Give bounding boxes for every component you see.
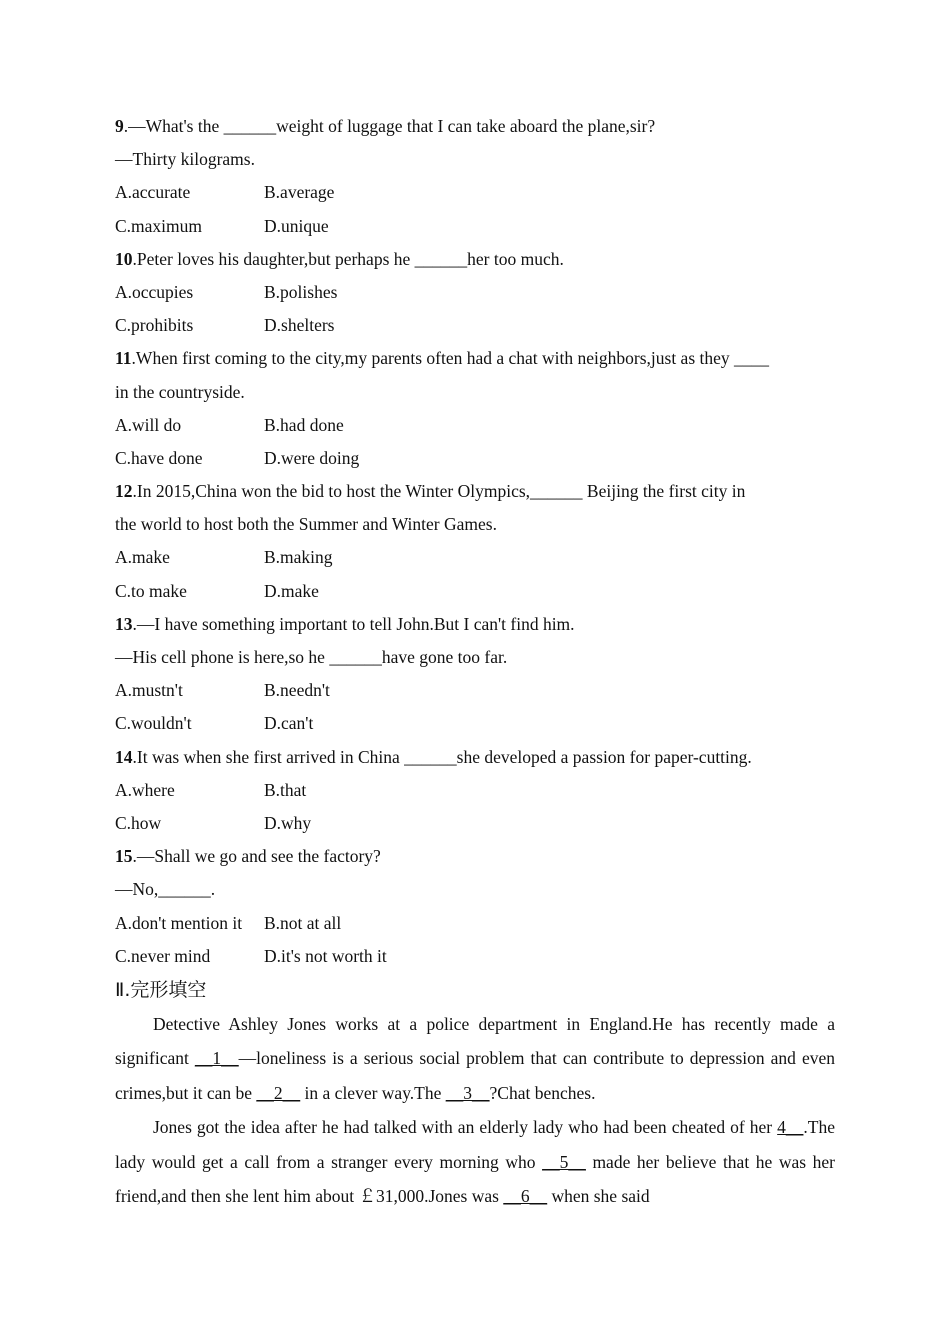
- question-reply: —No,______.: [115, 879, 216, 900]
- question-text: .It was when she first arrived in China ______she developed a passion for paper-cutting.: [132, 746, 752, 767]
- question-stem: [115, 741, 835, 774]
- cloze-blank-3: __3__: [445, 1082, 490, 1103]
- paragraph-text: .The lady would get a call from a stranger every morning who: [115, 1117, 835, 1172]
- option-c: C.maximum: [115, 215, 203, 236]
- question-reply: —Thirty kilograms.: [115, 149, 255, 170]
- option-a: A.accurate: [115, 182, 191, 203]
- option-b: B.average: [264, 182, 335, 203]
- option-b: B.needn't: [264, 680, 330, 701]
- option-b: B.had done: [264, 414, 344, 435]
- paragraph-text: in a clever way.The: [300, 1082, 446, 1103]
- option-a: A.where: [115, 779, 175, 800]
- options-row: [115, 309, 835, 342]
- options-row: [115, 442, 835, 475]
- paragraph-text: —loneliness is a serious social problem that can contribute to depression and even crimes,but it can be: [115, 1048, 835, 1103]
- cloze-blank-4: 4__: [777, 1117, 804, 1138]
- options-row: [115, 774, 835, 807]
- option-d: D.unique: [264, 215, 329, 236]
- option-b: B.not at all: [264, 912, 342, 933]
- option-d: D.why: [264, 812, 312, 833]
- question-stem: [115, 475, 835, 508]
- options-row: [115, 409, 835, 442]
- question-number: 13: [115, 613, 133, 634]
- options-row: [115, 176, 835, 209]
- question-stem: [115, 342, 835, 375]
- question-number: 14: [115, 746, 133, 767]
- document-page: [115, 110, 835, 1214]
- question-number: 11: [115, 348, 132, 369]
- option-d: D.shelters: [264, 315, 335, 336]
- paragraph-text: Detective Ashley Jones works at a police department in England.He has recently made a significant: [115, 1013, 835, 1069]
- options-row: [115, 210, 835, 243]
- options-row: [115, 940, 835, 973]
- option-b: B.polishes: [264, 281, 338, 302]
- question-stem-continued: the world to host both the Summer and Winter Games.: [115, 514, 497, 535]
- cloze-blank-2: __2__: [256, 1082, 301, 1103]
- option-d: D.make: [264, 580, 319, 601]
- cloze-blank-1: __1__: [194, 1048, 239, 1069]
- question-text: .—Shall we go and see the factory?: [132, 846, 381, 867]
- option-c: C.to make: [115, 580, 187, 601]
- option-a: A.will do: [115, 414, 182, 435]
- question-stem-continued: in the countryside.: [115, 381, 245, 402]
- cloze-blank-5: __5__: [542, 1151, 586, 1172]
- option-b: B.making: [264, 547, 333, 568]
- option-a: A.mustn't: [115, 680, 183, 701]
- paragraph-text: when she said: [547, 1186, 650, 1207]
- option-c: C.prohibits: [115, 315, 194, 336]
- cloze-blank-6: __6__: [503, 1186, 548, 1207]
- question-number: 12: [115, 481, 133, 502]
- option-b: B.that: [264, 779, 307, 800]
- question-stem: [115, 840, 835, 873]
- paragraph-text: Jones got the idea after he had talked with an elderly lady who had been cheated of her: [153, 1117, 778, 1138]
- question-text: .Peter loves his daughter,but perhaps he ______her too much.: [132, 248, 564, 269]
- option-d: D.can't: [264, 713, 314, 734]
- option-d: D.it's not worth it: [264, 945, 387, 966]
- question-text: .—I have something important to tell John.But I can't find him.: [132, 613, 575, 634]
- question-stem: [115, 608, 835, 641]
- option-a: A.don't mention it: [115, 912, 243, 933]
- cloze-paragraph-2: [115, 1110, 835, 1214]
- options-row: [115, 541, 835, 574]
- question-text: .—What's the ______weight of luggage that I can take aboard the plane,sir?: [123, 116, 656, 136]
- paragraph-text: ?Chat benches.: [489, 1082, 596, 1103]
- question-number: 10: [115, 248, 133, 269]
- option-c: C.how: [115, 812, 162, 833]
- question-number: 15: [115, 846, 133, 867]
- option-d: D.were doing: [264, 447, 360, 468]
- options-row: [115, 707, 835, 740]
- question-stem: [115, 110, 835, 143]
- question-stem: [115, 243, 835, 276]
- option-c: C.never mind: [115, 945, 211, 966]
- option-c: C.wouldn't: [115, 713, 192, 734]
- option-a: A.make: [115, 547, 170, 568]
- options-row: [115, 907, 835, 940]
- options-row: [115, 674, 835, 707]
- paragraph-text: made her believe that he was her friend,and then she lent him about ￡31,000.Jones was: [115, 1151, 835, 1207]
- question-text: .In 2015,China won the bid to host the Winter Olympics,______ Beijing the first city in: [132, 481, 746, 502]
- options-row: [115, 276, 835, 309]
- question-number: 9: [115, 116, 124, 136]
- options-row: [115, 575, 835, 608]
- section-title: Ⅱ.完形填空: [115, 978, 207, 1001]
- question-text: .When first coming to the city,my parents often had a chat with neighbors,just as they ____: [131, 348, 770, 369]
- option-a: A.occupies: [115, 281, 194, 302]
- cloze-paragraph-1: [115, 1007, 835, 1111]
- question-reply: —His cell phone is here,so he ______have gone too far.: [115, 647, 508, 667]
- option-c: C.have done: [115, 447, 203, 468]
- options-row: [115, 807, 835, 840]
